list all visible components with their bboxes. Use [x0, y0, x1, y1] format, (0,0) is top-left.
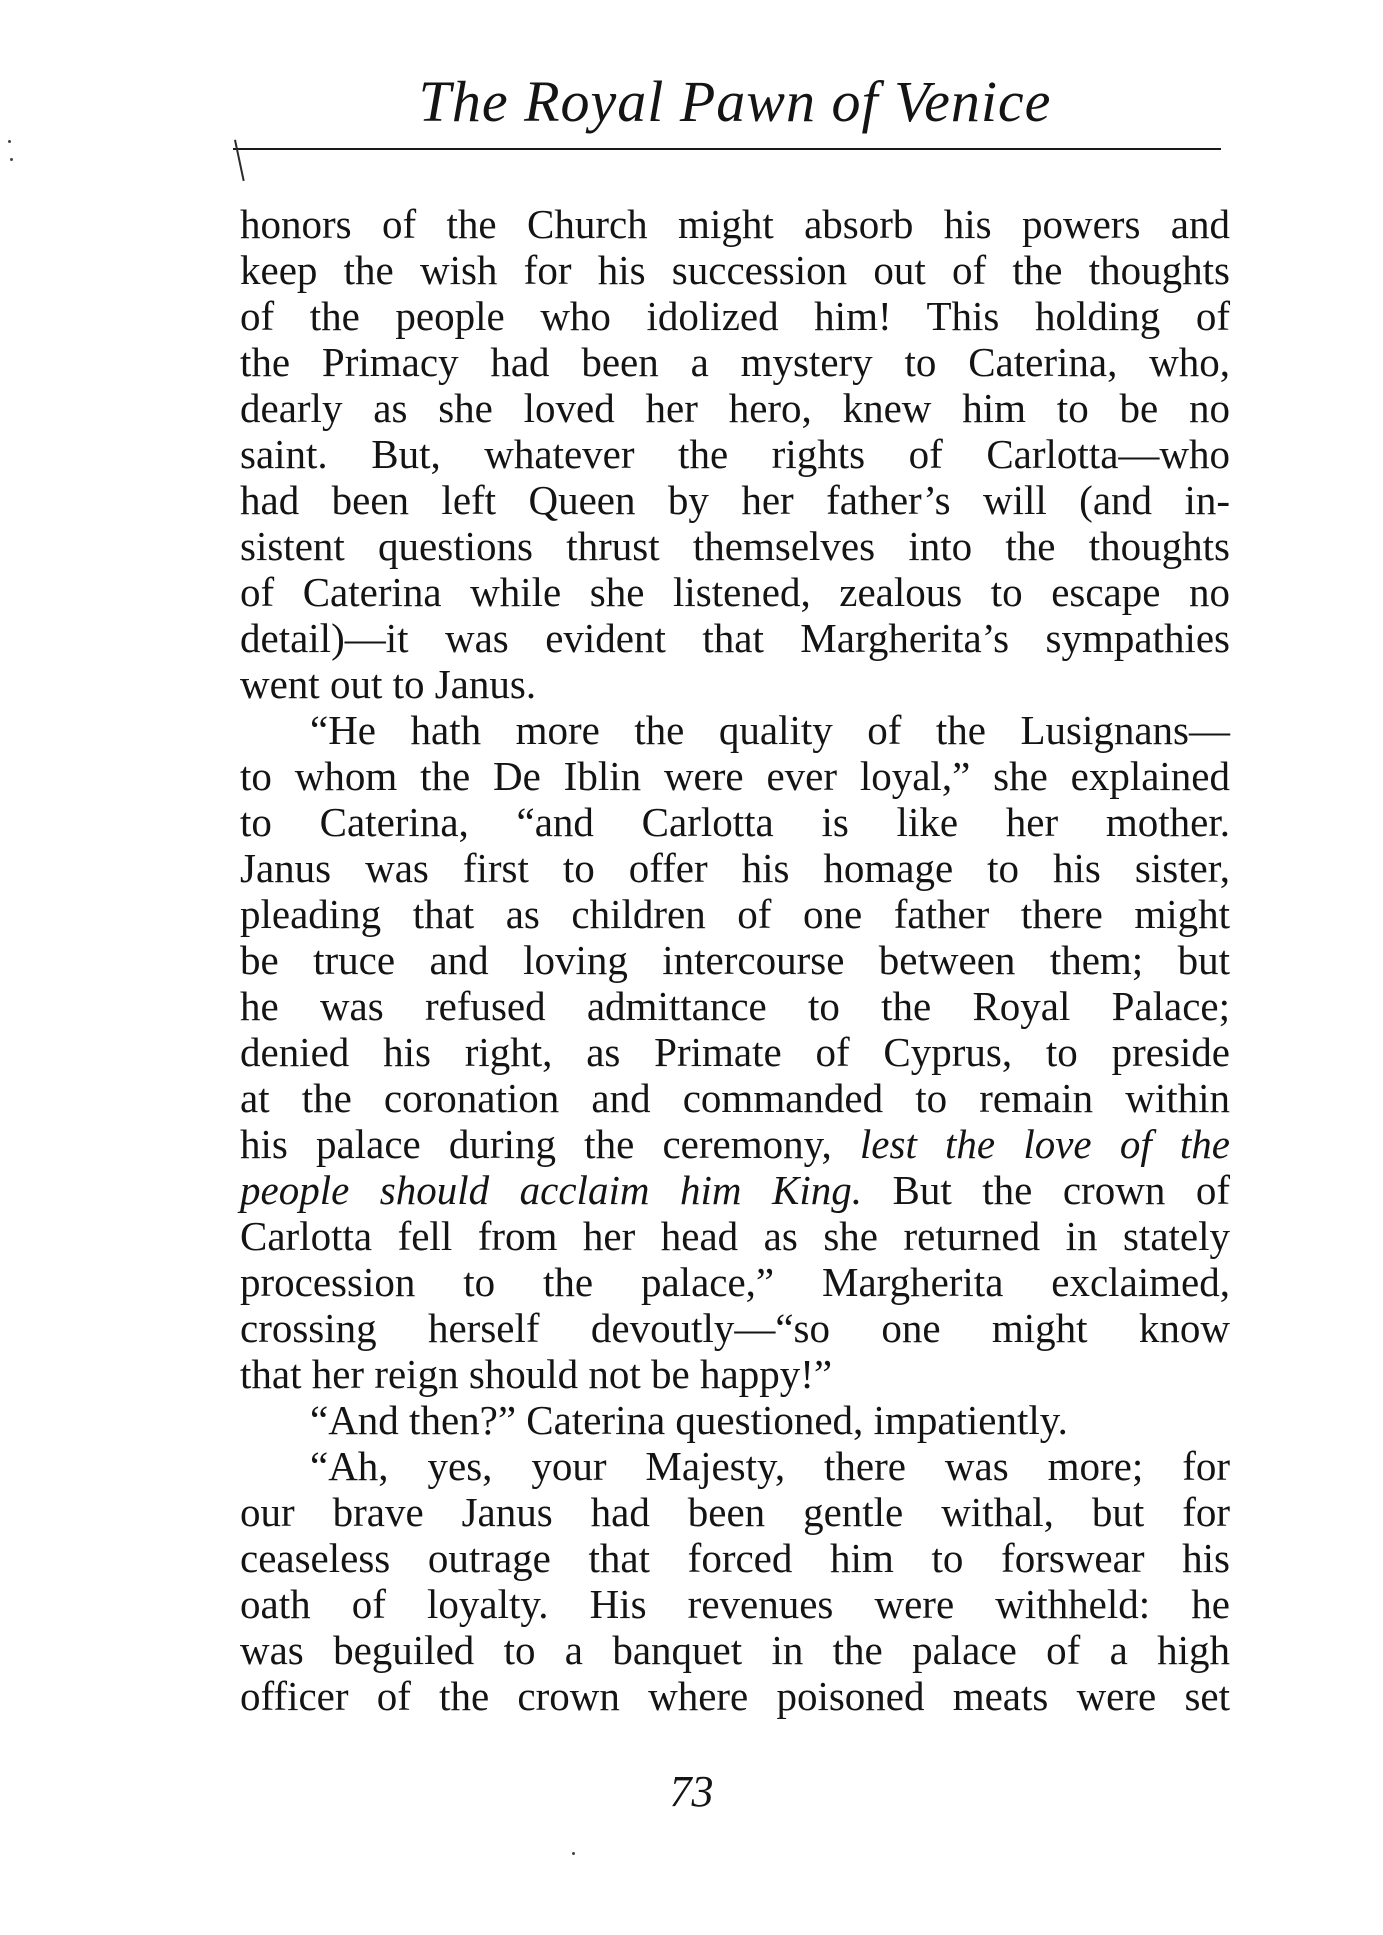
- text-line: detail)—it was evident that Margherita’s sympathies: [240, 615, 1230, 661]
- text-line: sistent questions thrust themselves into the thoughts: [240, 523, 1230, 569]
- paragraph-start-line: “Ah, yes, your Majesty, there was more; for: [310, 1443, 1230, 1489]
- header-rule: [233, 148, 1221, 150]
- italic-text: people should acclaim him King.: [240, 1167, 862, 1213]
- text-line: Carlotta fell from her head as she returned in stately: [240, 1213, 1230, 1259]
- text-line: crossing herself devoutly—“so one might know: [240, 1305, 1230, 1351]
- text-line: saint. But, whatever the rights of Carlotta—who: [240, 431, 1230, 477]
- text-line: he was refused admittance to the Royal Palace;: [240, 983, 1230, 1029]
- mixed-italic-line: [240, 1167, 1230, 1213]
- text-line: Janus was first to offer his homage to his sister,: [240, 845, 1230, 891]
- scan-speck: [572, 1852, 575, 1855]
- italic-text: lest the love of the: [859, 1121, 1231, 1167]
- text-line: at the coronation and commanded to remain within: [240, 1075, 1230, 1121]
- text-line: the Primacy had been a mystery to Caterina, who,: [240, 339, 1230, 385]
- text-line: oath of loyalty. His revenues were withheld: he: [240, 1581, 1230, 1627]
- text-line: ceaseless outrage that forced him to forswear his: [240, 1535, 1230, 1581]
- text-line: to whom the De Iblin were ever loyal,” she explained: [240, 753, 1230, 799]
- text-line: be truce and loving intercourse between them; but: [240, 937, 1230, 983]
- paragraph-start-line: “He hath more the quality of the Lusignans—: [310, 707, 1230, 753]
- text-line: denied his right, as Primate of Cyprus, to preside: [240, 1029, 1230, 1075]
- paragraph-end-line: that her reign should not be happy!”: [240, 1351, 833, 1397]
- text-line: procession to the palace,” Margherita exclaimed,: [240, 1259, 1230, 1305]
- text-line: pleading that as children of one father there might: [240, 891, 1230, 937]
- text-line: to Caterina, “and Carlotta is like her mother.: [240, 799, 1230, 845]
- scan-speck: [10, 158, 13, 161]
- text-line: was beguiled to a banquet in the palace of a high: [240, 1627, 1230, 1673]
- paragraph-end-line: went out to Janus.: [240, 661, 537, 707]
- body-text: [240, 201, 1230, 1719]
- roman-text: But the crown of: [892, 1167, 1230, 1213]
- text-line: of Caterina while she listened, zealous to escape no: [240, 569, 1230, 615]
- scan-speck: [8, 140, 11, 143]
- rule-mark: [234, 140, 245, 181]
- text-line: dearly as she loved her hero, knew him to be no: [240, 385, 1230, 431]
- paragraph-line: “And then?” Caterina questioned, impatiently.: [310, 1397, 1068, 1443]
- page-number: 73: [669, 1767, 714, 1816]
- text-line: had been left Queen by her father’s will (and in-: [240, 477, 1230, 523]
- text-line: officer of the crown where poisoned meats were set: [240, 1673, 1230, 1719]
- text-line: our brave Janus had been gentle withal, but for: [240, 1489, 1230, 1535]
- text-line: honors of the Church might absorb his powers and: [240, 201, 1230, 247]
- mixed-italic-line: [240, 1121, 1230, 1167]
- text-line: keep the wish for his succession out of the thoughts: [240, 247, 1230, 293]
- running-head: The Royal Pawn of Venice: [418, 69, 1052, 134]
- text-line: of the people who idolized him! This holding of: [240, 293, 1230, 339]
- roman-text: his palace during the ceremony,: [240, 1121, 832, 1167]
